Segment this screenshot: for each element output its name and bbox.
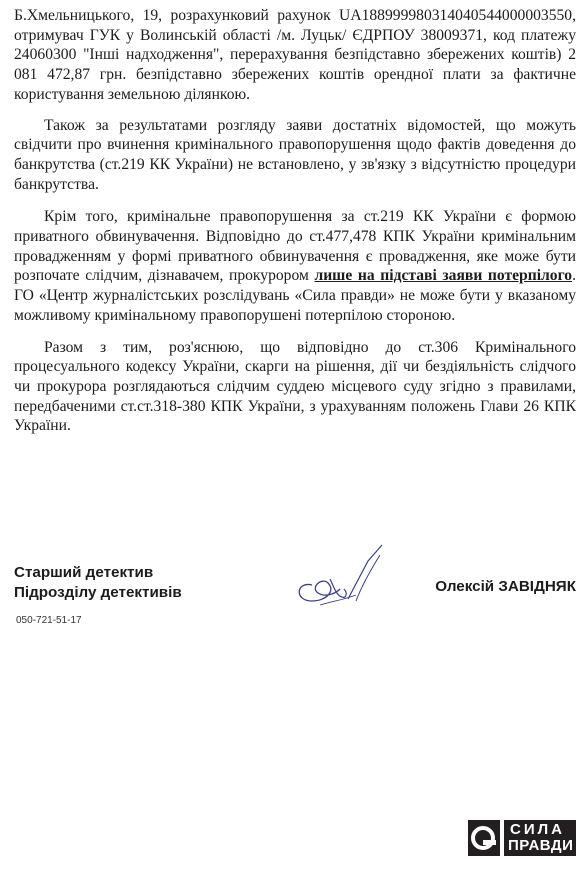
- paragraph-bankruptcy: Також за результатами розгляду заяви достатніх відомостей, що можуть свідчити про вчинення кримінального правопорушення щодо фактів доведення до банкрутства (ст.219 КК України) не встановлено, у зв'язку з відсутністю процедури банкрутства.: [14, 116, 576, 193]
- emphasis-victim-statement: лише на підставі заяви потерпілого: [314, 267, 573, 285]
- sila-pravdy-logo: [468, 820, 576, 856]
- paragraph-private-prosecution-text-c: . ГО «Центр журналістських розслідувань «Сила правди» не може бути у вказаному можливому кримінальному правопорушені потерпілою стороною.: [14, 267, 576, 324]
- logo-mark-icon: [468, 820, 500, 856]
- logo-line1: СИЛА: [510, 821, 565, 838]
- signer-position: [14, 563, 182, 603]
- signer-position-line1: Старший детектив: [14, 564, 154, 581]
- logo-wordmark: [504, 820, 576, 856]
- logo-line2: ПРАВДИ: [508, 837, 574, 854]
- paragraph-payment-details: Б.Хмельницького, 19, розрахунковий рахунок UA188999980314040544000003550, отримувач ГУК у Волинській області /м. Луцьк/ ЄДРПОУ 38009371, код платежу 24060300 "Інші надходження", перерахування безпідставно збережених коштів) 2 081 472,87 грн. безпідставно збережених коштів орендної плати за фактичне користування земельною ділянкою.: [14, 7, 576, 103]
- paragraph-private-prosecution-text-a: Крім того, кримінальне правопорушення за ст.219 КК України є формою приватного обвинувачення. Відповідно до ст.477,478 КПК України кримінальним провадженням у формі приватного обвинувачення є провадження, яке може бути розпочате слідчим, дізнавачем, прокурором: [14, 208, 576, 285]
- handwritten-signature: [290, 541, 390, 613]
- signer-name: Олексій ЗАВІДНЯК: [435, 578, 576, 595]
- signer-position-line2: Підрозділу детективів: [14, 584, 182, 601]
- letter-body: [14, 6, 576, 436]
- paragraph-appeal-explanation: Разом з тим, роз'яснюю, що відповідно до ст.306 Кримінального процесуального кодексу України, скарги на рішення, дії чи бездіяльність слідчого чи прокурора розглядаються слідчим суддею місцевого суду згідно з правилами, передбаченими ст.ст.318-380 КПК України, з урахуванням положень Глави 26 КПК України.: [14, 338, 576, 435]
- paragraph-private-prosecution: [14, 207, 576, 325]
- contact-phone: 050-721-51-17: [16, 615, 82, 626]
